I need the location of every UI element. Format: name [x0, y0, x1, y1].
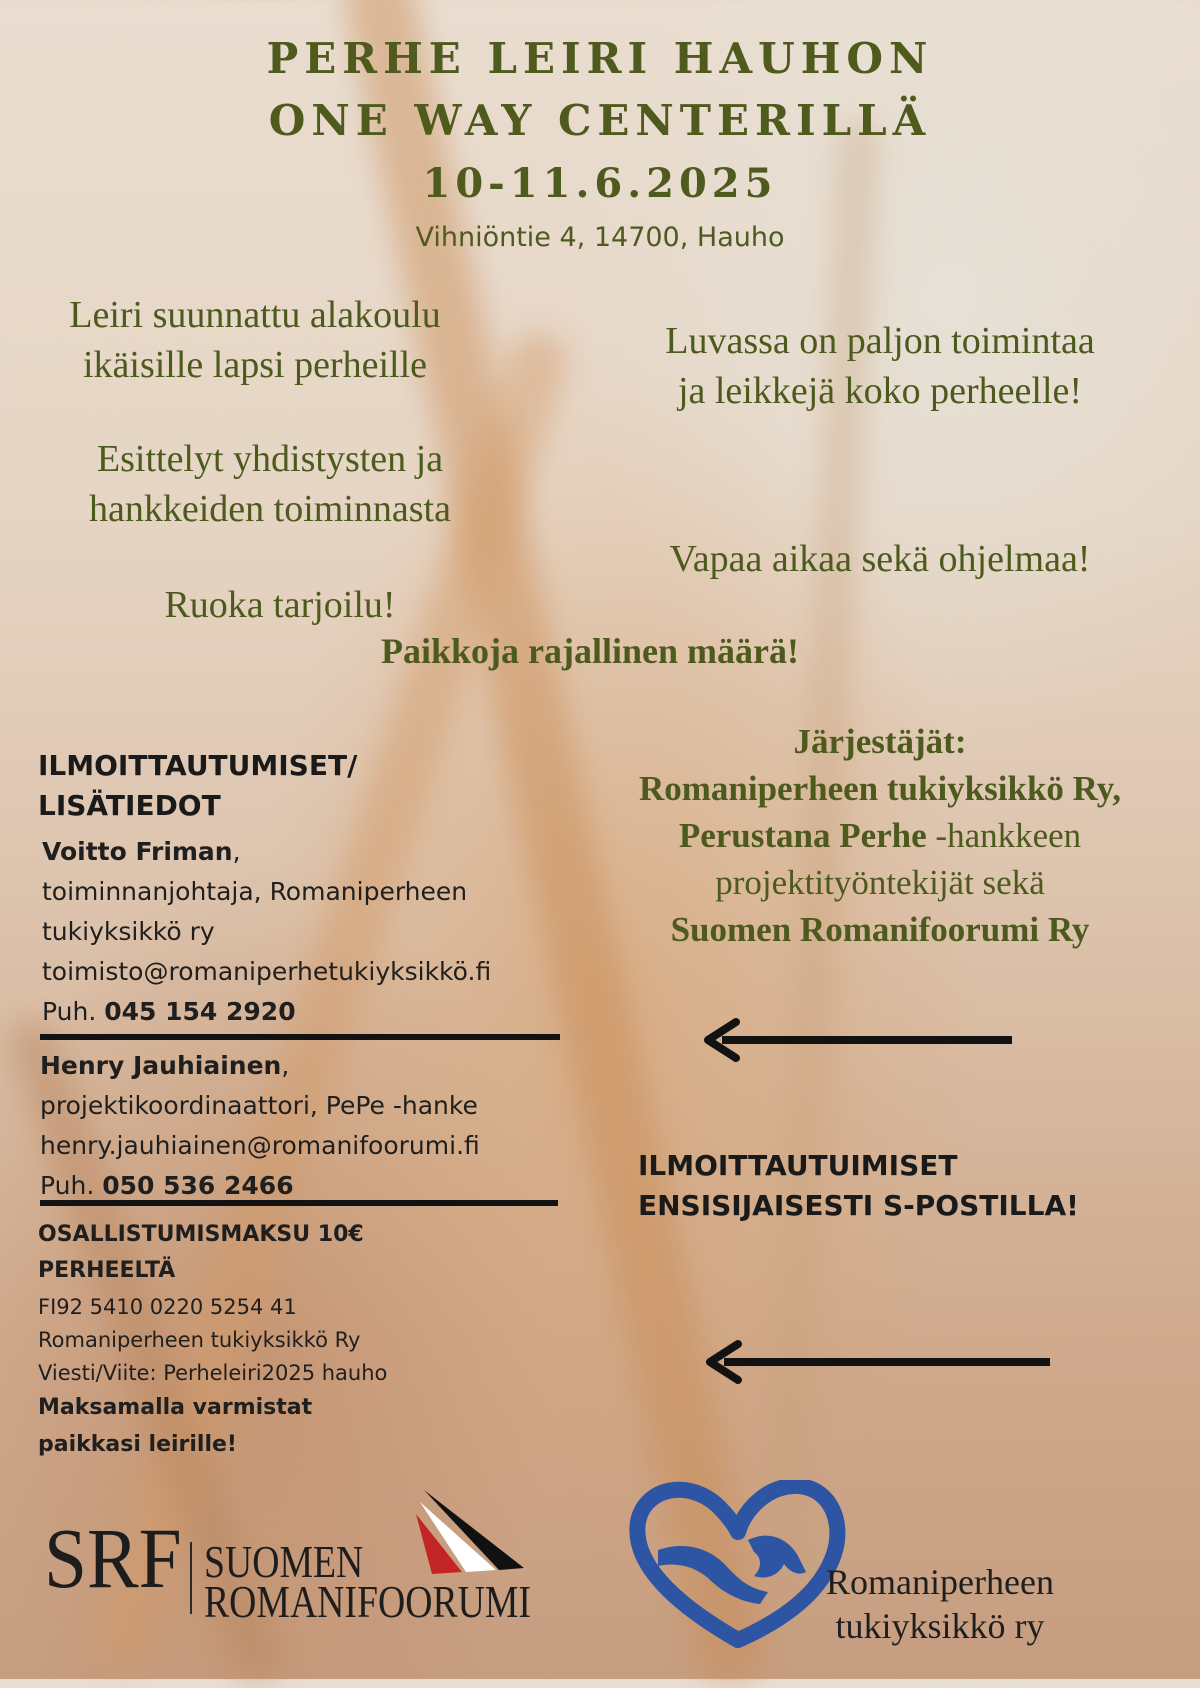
- event-date: 10-11.6.2025: [422, 160, 778, 207]
- organizer-1: Romaniperheen tukiyksikkö Ry,: [638, 769, 1122, 808]
- payment-confirmation: paikkasi leirille!: [38, 1432, 237, 1457]
- contact-role: toiminnanjohtaja, Romaniperheen: [42, 877, 468, 906]
- registration-heading: ILMOITTAUTUMISET/ LISÄTIEDOT: [38, 749, 358, 822]
- payment-info: [38, 1216, 387, 1464]
- feature-food: Ruoka tarjoilu!: [164, 584, 396, 626]
- iban: FI92 5410 0220 5254 41: [38, 1295, 297, 1319]
- contact-email[interactable]: henry.jauhiainen@romanifoorumi.fi: [40, 1131, 480, 1160]
- arrow-left-icon: [700, 1018, 1020, 1062]
- organizer-3: Suomen Romanifoorumi Ry: [670, 910, 1090, 949]
- contact-person-1: Voitto Friman, toiminnanjohtaja, Romaniperheen tukiyksikkö ry toimisto@romaniperhetukiyksikkö.fi Puh. 045 154 2920: [42, 837, 492, 1026]
- email-registration-notice: ILMOITTAUTUIMISET ENSISIJAISESTI S-POSTILLA!: [638, 1149, 1079, 1222]
- organizers: [600, 718, 1160, 953]
- title-line-1: PERHE LEIRI HAUHON: [266, 34, 934, 83]
- limited-places-notice: Paikkoja rajallinen määrä!: [381, 631, 799, 671]
- srf-separator: [190, 1542, 192, 1614]
- payment-recipient: Romaniperheen tukiyksikkö Ry: [38, 1328, 361, 1352]
- feature-target-audience: Leiri suunnattu alakoulu ikäisille lapsi perheille: [69, 294, 441, 386]
- contact-person-2: Henry Jauhiainen, projektikoordinaattori, PePe -hanke henry.jauhiainen@romanifoorumi.fi Puh. 050 536 2466: [40, 1051, 480, 1200]
- payment-confirmation: Maksamalla varmistat: [38, 1395, 313, 1420]
- payment-reference: Viesti/Viite: Perheleiri2025 hauho: [38, 1361, 388, 1385]
- contact-phone[interactable]: 050 536 2466: [102, 1171, 294, 1200]
- rpt-logo-text: Romaniperheen tukiyksikkö ry: [826, 1562, 1054, 1646]
- divider: [40, 1200, 558, 1206]
- srf-name-line-2: ROMANIFOORUMI: [204, 1576, 531, 1627]
- participation-fee: OSALLISTUMISMAKSU 10€: [38, 1222, 364, 1247]
- contact-role: projektikoordinaattori, PePe -hanke: [40, 1091, 478, 1120]
- event-address: Vihniöntie 4, 14700, Hauho: [415, 222, 785, 253]
- organizers-label: Järjestäjät:: [793, 722, 967, 761]
- contact-name: Henry Jauhiainen: [40, 1051, 282, 1080]
- contact-phone[interactable]: 045 154 2920: [104, 997, 296, 1026]
- title-line-2: ONE WAY CENTERILLÄ: [268, 96, 932, 145]
- contact-name: Voitto Friman: [42, 837, 233, 866]
- srf-name-line-1: SUOMEN: [204, 1536, 364, 1587]
- contact-email[interactable]: toimisto@romaniperhetukiyksikkö.fi: [42, 957, 492, 986]
- feature-free-time: Vapaa aikaa sekä ohjelmaa!: [669, 538, 1091, 580]
- feature-introductions: Esittelyt yhdistysten ja hankkeiden toiminnasta: [89, 438, 451, 530]
- arrow-left-icon: [702, 1340, 1052, 1384]
- srf-abbreviation: SRF: [44, 1510, 182, 1606]
- contact-role: tukiyksikkö ry: [42, 917, 215, 946]
- organizer-2: Perustana Perhe -hankkeen: [678, 816, 1082, 855]
- divider: [40, 1034, 560, 1040]
- organizer-2-line-2: projektityöntekijät sekä: [715, 863, 1045, 902]
- feature-activities: Luvassa on paljon toimintaa ja leikkejä koko perheelle!: [665, 320, 1095, 412]
- participation-fee: PERHEELTÄ: [38, 1258, 176, 1283]
